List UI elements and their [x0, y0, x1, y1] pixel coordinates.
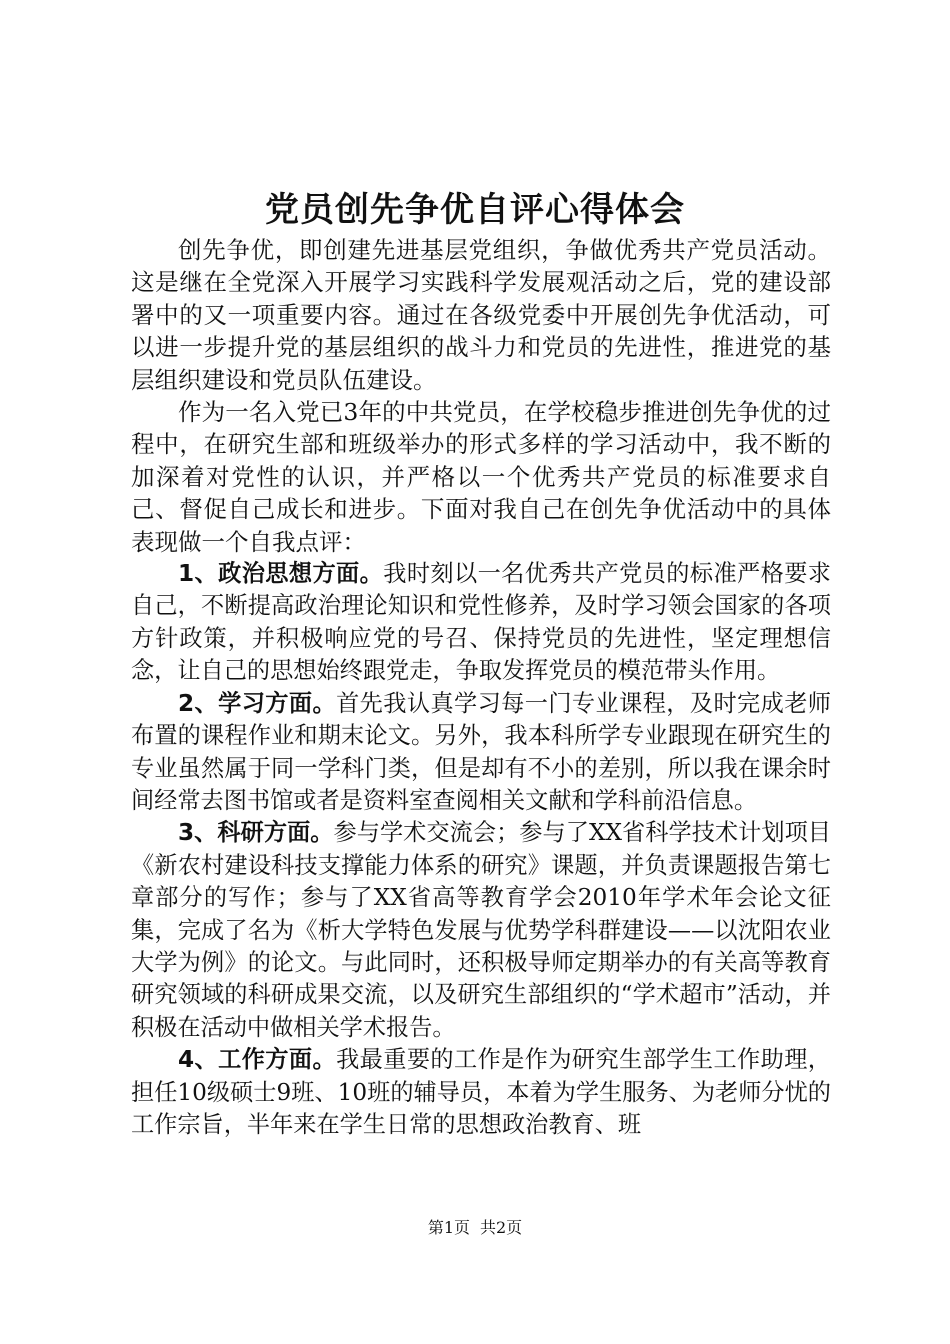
section-heading: 3、科研方面。	[178, 819, 334, 847]
section-text: 我时刻以一名优秀共产党员的标准严格要求自己，不断提高政治理论知识和党性修养，及时学习领会国家的各项方针政策，并积极响应党的号召、保持党员的先进性，坚定理想信念，让自己的思想始终跟党走，争取发挥党员的模范带头作用。	[131, 560, 831, 685]
self-review-paragraph: 作为一名入党已3年的中共党员，在学校稳步推进创先争优的过程中，在研究生部和班级举办的形式多样的学习活动中，我不断的加深着对党性的认识，并严格以一个优秀共产党员的标准要求自己、督促自己成长和进步。下面对我自己在创先争优活动中的具体表现做一个自我点评：	[131, 398, 831, 556]
section-political	[131, 558, 831, 688]
page-footer	[0, 1217, 950, 1239]
section-work	[131, 1044, 831, 1141]
section-text: 参与学术交流会；参与了XX省科学技术计划项目《新农村建设科技支撑能力体系的研究》课题，并负责课题报告第七章部分的写作；参与了XX省高等教育学会2010年学术年会论文征集，完成了名为《析大学特色发展与优势学科群建设——以沈阳农业大学为例》的论文。与此同时，还积极导师定期举办的有关高等教育研究领域的科研成果交流，以及研究生部组织的“学术超市”活动，并积极在活动中做相关学术报告。	[131, 819, 831, 1041]
page-number: 第1页	[427, 1218, 470, 1237]
section-text: 首先我认真学习每一门专业课程，及时完成老师布置的课程作业和期末论文。另外，我本科所学专业跟现在研究生的专业虽然属于同一学科门类，但是却有不小的差别，所以我在课余时间经常去图书馆或者是资料室查阅相关文献和学科前沿信息。	[131, 689, 831, 814]
section-heading: 2、学习方面。	[178, 689, 337, 717]
section-heading: 1、政治思想方面。	[178, 560, 384, 588]
intro-paragraph: 创先争优，即创建先进基层党组织，争做优秀共产党员活动。这是继在全党深入开展学习实践科学发展观活动之后，党的建设部署中的又一项重要内容。通过在各级党委中开展创先争优活动，可以进一步提升党的基层组织的战斗力和党员的先进性，推进党的基层组织建设和党员队伍建设。	[131, 236, 831, 394]
document-title: 党员创先争优自评心得体会	[265, 190, 685, 230]
section-study	[131, 688, 831, 818]
page-total: 共2页	[480, 1218, 523, 1237]
section-heading: 4、工作方面。	[178, 1046, 337, 1074]
document-body	[131, 234, 831, 1141]
section-research	[131, 817, 831, 1044]
section-text: 我最重要的工作是作为研究生部学生工作助理，担任10级硕士9班、10班的辅导员，本着为学生服务、为老师分忧的工作宗旨，半年来在学生日常的思想政治教育、班	[131, 1046, 831, 1138]
